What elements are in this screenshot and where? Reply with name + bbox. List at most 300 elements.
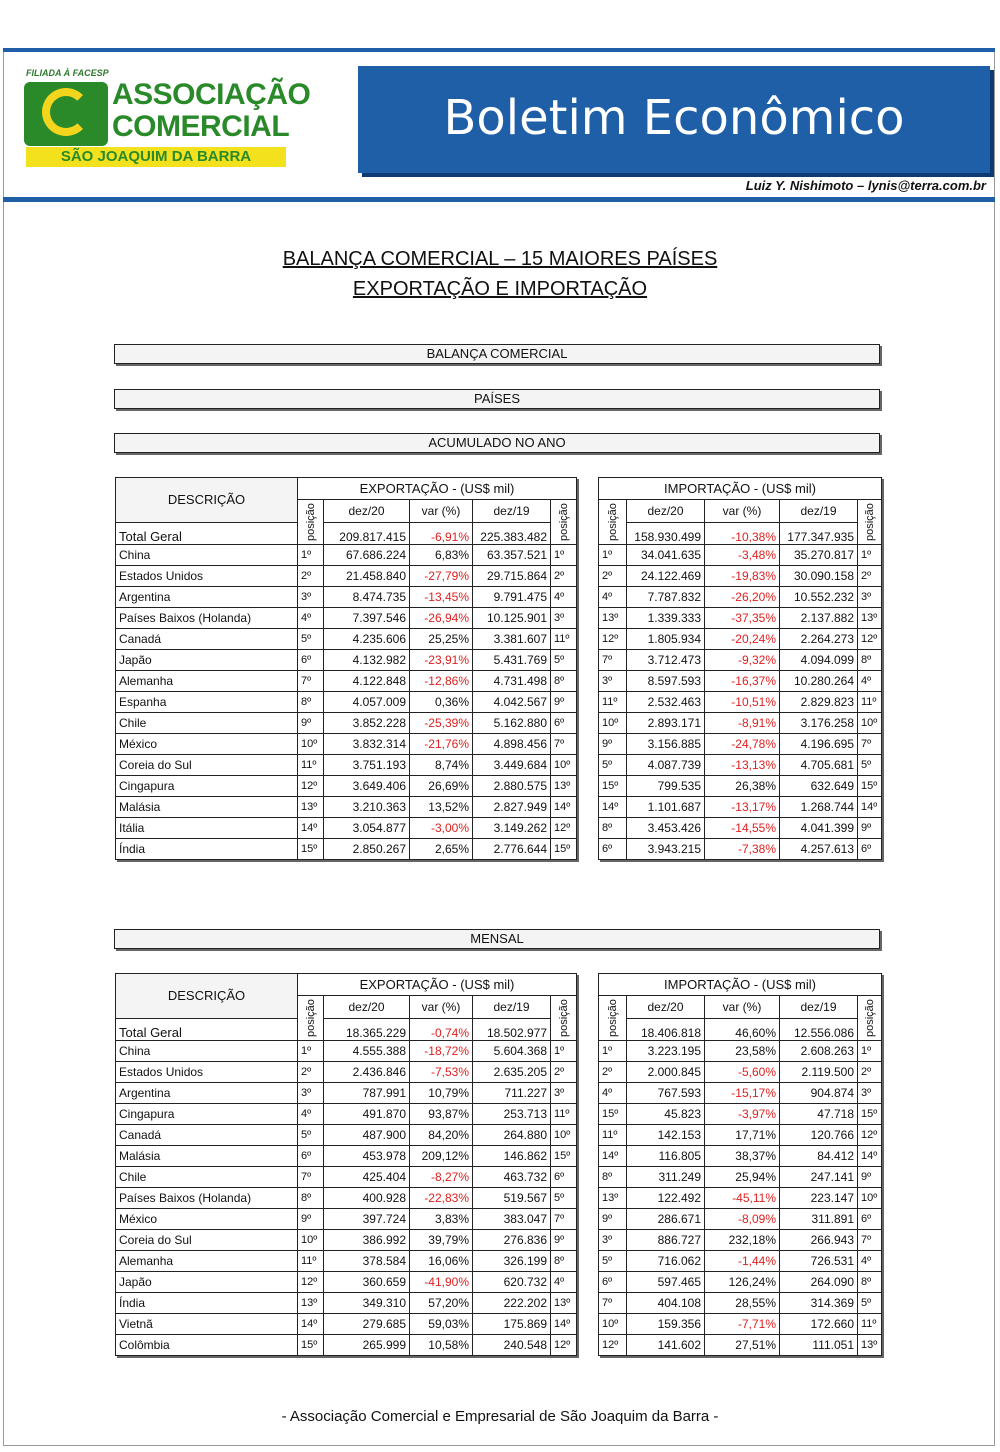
position-2020: 12º: [298, 776, 324, 797]
position-label: posição: [863, 503, 876, 541]
heading-line2: EXPORTAÇÃO E IMPORTAÇÃO: [352, 278, 648, 300]
position-2020: 15º: [298, 839, 324, 860]
total-dez19: 12.556.086: [780, 1018, 858, 1041]
variation: -3,00%: [410, 818, 473, 839]
position-label: posição: [606, 503, 619, 541]
value-dez20: 453.978: [324, 1146, 410, 1167]
value-dez19: 264.880: [473, 1125, 551, 1146]
country-name: Itália: [116, 818, 298, 839]
position-2020: 9º: [599, 734, 627, 755]
position-2019: 4º: [858, 671, 882, 692]
variation: 25,94%: [705, 1167, 780, 1188]
position-2019: 5º: [858, 755, 882, 776]
value-dez19: 2.880.575: [473, 776, 551, 797]
position-2019: 13º: [551, 776, 577, 797]
position-2019: 4º: [858, 1251, 882, 1272]
value-dez19: 3.381.607: [473, 629, 551, 650]
value-dez19: 3.149.262: [473, 818, 551, 839]
country-name: China: [116, 1041, 298, 1062]
variation: 3,83%: [410, 1209, 473, 1230]
total-dez20: 209.817.415: [324, 522, 410, 545]
variation: -27,79%: [410, 566, 473, 587]
country-name: Cingapura: [116, 776, 298, 797]
value-dez20: 159.356: [627, 1314, 705, 1335]
variation: -8,09%: [705, 1209, 780, 1230]
position-2020: 8º: [298, 692, 324, 713]
position-2020: 13º: [298, 1293, 324, 1314]
value-dez19: 2.119.500: [780, 1062, 858, 1083]
position-2020: 9º: [298, 1209, 324, 1230]
variation: 38,37%: [705, 1146, 780, 1167]
variation: 126,24%: [705, 1272, 780, 1293]
bar-balanca: BALANÇA COMERCIAL: [114, 344, 880, 364]
position-2020: 10º: [298, 1230, 324, 1251]
variation: -7,53%: [410, 1062, 473, 1083]
table-row: [599, 1314, 882, 1335]
country-name: Vietnã: [116, 1314, 298, 1335]
value-dez20: 360.659: [324, 1272, 410, 1293]
position-2020: 14º: [298, 1314, 324, 1335]
variation: -19,83%: [705, 566, 780, 587]
position-label: posição: [557, 999, 570, 1037]
value-dez20: 386.992: [324, 1230, 410, 1251]
table-row: [599, 1209, 882, 1230]
value-dez20: 491.870: [324, 1104, 410, 1125]
position-2019: 11º: [551, 1104, 577, 1125]
country-name: Estados Unidos: [116, 1062, 298, 1083]
position-2019: 1º: [858, 545, 882, 566]
position-2020: 11º: [298, 755, 324, 776]
value-dez19: 10.552.232: [780, 587, 858, 608]
position-2019: 8º: [551, 1251, 577, 1272]
value-dez19: 726.531: [780, 1251, 858, 1272]
value-dez19: 519.567: [473, 1188, 551, 1209]
variation: -37,35%: [705, 608, 780, 629]
author-credit: Luiz Y. Nishimoto – lynis@terra.com.br: [745, 178, 986, 193]
position-2019: 3º: [858, 587, 882, 608]
table-row: [599, 1146, 882, 1167]
table-row: [116, 1062, 577, 1083]
position-2019: 14º: [858, 797, 882, 818]
country-name: Chile: [116, 713, 298, 734]
monthly-import-table: [598, 973, 882, 1356]
table-row: [116, 1209, 577, 1230]
country-name: Canadá: [116, 1125, 298, 1146]
country-name: Alemanha: [116, 671, 298, 692]
table-row: [599, 1041, 882, 1062]
variation: -18,72%: [410, 1041, 473, 1062]
variation: 26,38%: [705, 776, 780, 797]
variation: -8,91%: [705, 713, 780, 734]
total-label: Total Geral: [116, 522, 298, 545]
value-dez20: 45.823: [627, 1104, 705, 1125]
value-dez19: 314.369: [780, 1293, 858, 1314]
variation: 2,65%: [410, 839, 473, 860]
country-name: Índia: [116, 1293, 298, 1314]
variation: 17,71%: [705, 1125, 780, 1146]
table-row: [116, 1167, 577, 1188]
value-dez20: 349.310: [324, 1293, 410, 1314]
variation: -9,32%: [705, 650, 780, 671]
position-2019: 10º: [858, 1188, 882, 1209]
variation: -15,17%: [705, 1083, 780, 1104]
position-2019-header: [551, 500, 577, 545]
value-dez20: 24.122.469: [627, 566, 705, 587]
position-2020: 5º: [298, 1125, 324, 1146]
value-dez19: 47.718: [780, 1104, 858, 1125]
position-2020: 2º: [599, 1062, 627, 1083]
position-2019: 10º: [858, 713, 882, 734]
table-row: [116, 776, 577, 797]
position-2020: 2º: [599, 566, 627, 587]
position-label: posição: [863, 999, 876, 1037]
variation: 23,58%: [705, 1041, 780, 1062]
value-dez20: 116.805: [627, 1146, 705, 1167]
table-row: [599, 1230, 882, 1251]
value-dez20: 311.249: [627, 1167, 705, 1188]
monthly-export-table: [115, 973, 577, 1356]
value-dez19: 5.604.368: [473, 1041, 551, 1062]
total-var: -10,38%: [705, 522, 780, 545]
table-row: [116, 755, 577, 776]
dez19-header: dez/19: [780, 996, 858, 1019]
table-row: [599, 566, 882, 587]
table-row: [599, 1272, 882, 1293]
value-dez19: 904.874: [780, 1083, 858, 1104]
position-2019: 8º: [858, 1272, 882, 1293]
position-2020: 14º: [298, 818, 324, 839]
value-dez19: 2.827.949: [473, 797, 551, 818]
position-label: posição: [304, 503, 317, 541]
table-row: [599, 797, 882, 818]
table-row: [599, 1335, 882, 1356]
variation: 28,55%: [705, 1293, 780, 1314]
value-dez20: 3.852.228: [324, 713, 410, 734]
total-dez19: 18.502.977: [473, 1018, 551, 1041]
position-2019: 1º: [551, 1041, 577, 1062]
position-2019: 7º: [858, 1230, 882, 1251]
position-2020: 3º: [298, 587, 324, 608]
country-name: Coreia do Sul: [116, 755, 298, 776]
position-2020: 9º: [298, 713, 324, 734]
value-dez19: 253.713: [473, 1104, 551, 1125]
variation: -22,83%: [410, 1188, 473, 1209]
variation: -7,71%: [705, 1314, 780, 1335]
position-2019: 5º: [551, 1188, 577, 1209]
position-2019: 8º: [858, 650, 882, 671]
table-row: [116, 545, 577, 566]
country-name: Países Baixos (Holanda): [116, 608, 298, 629]
position-2020: 15º: [298, 1335, 324, 1356]
variation: 27,51%: [705, 1335, 780, 1356]
variation: -26,94%: [410, 608, 473, 629]
page-title: Boletim Econômico: [443, 90, 905, 146]
value-dez20: 2.436.846: [324, 1062, 410, 1083]
table-row: [116, 1188, 577, 1209]
country-name: China: [116, 545, 298, 566]
position-2020: 14º: [599, 1146, 627, 1167]
value-dez19: 30.090.158: [780, 566, 858, 587]
dez20-header: dez/20: [324, 996, 410, 1019]
country-name: México: [116, 1209, 298, 1230]
variation: -7,38%: [705, 839, 780, 860]
value-dez19: 10.280.264: [780, 671, 858, 692]
value-dez19: 4.705.681: [780, 755, 858, 776]
value-dez20: 787.991: [324, 1083, 410, 1104]
position-2020-header: [599, 500, 627, 545]
position-2020: 4º: [298, 1104, 324, 1125]
position-2019-header: [551, 996, 577, 1041]
variation: -24,78%: [705, 734, 780, 755]
table-row: [116, 1335, 577, 1356]
position-2019: 6º: [551, 1167, 577, 1188]
value-dez19: 266.943: [780, 1230, 858, 1251]
value-dez20: 2.532.463: [627, 692, 705, 713]
country-name: Japão: [116, 650, 298, 671]
logo-line2: COMERCIAL: [112, 110, 290, 143]
position-label: posição: [557, 503, 570, 541]
export-header: EXPORTAÇÃO - (US$ mil): [298, 974, 577, 996]
value-dez19: 111.051: [780, 1335, 858, 1356]
value-dez20: 2.893.171: [627, 713, 705, 734]
variation: 232,18%: [705, 1230, 780, 1251]
position-2019: 2º: [551, 566, 577, 587]
table-row: [116, 671, 577, 692]
position-2019: 14º: [858, 1146, 882, 1167]
dez19-header: dez/19: [473, 500, 551, 523]
position-2019-header: [858, 500, 882, 545]
var-header: var (%): [410, 996, 473, 1019]
logo-city: SÃO JOAQUIM DA BARRA: [26, 147, 286, 167]
value-dez19: 4.731.498: [473, 671, 551, 692]
value-dez20: 3.943.215: [627, 839, 705, 860]
position-2020: 4º: [599, 1083, 627, 1104]
total-dez20: 18.365.229: [324, 1018, 410, 1041]
table-row: [599, 545, 882, 566]
logo-affiliation: FILIADA À FACESP: [26, 68, 109, 78]
position-2019: 15º: [551, 1146, 577, 1167]
table-row: [599, 1188, 882, 1209]
position-2020: 5º: [599, 755, 627, 776]
total-dez20: 18.406.818: [627, 1018, 705, 1041]
position-2020: 1º: [599, 545, 627, 566]
variation: -41,90%: [410, 1272, 473, 1293]
value-dez19: 3.176.258: [780, 713, 858, 734]
accumulated-export-table: [115, 477, 577, 860]
variation: 39,79%: [410, 1230, 473, 1251]
position-2019: 12º: [551, 818, 577, 839]
country-name: Cingapura: [116, 1104, 298, 1125]
var-header: var (%): [410, 500, 473, 523]
position-2020: 13º: [599, 608, 627, 629]
description-header: DESCRIÇÃO: [116, 974, 298, 1019]
variation: 6,83%: [410, 545, 473, 566]
table-row: [116, 734, 577, 755]
position-2020: 6º: [298, 650, 324, 671]
position-2020: 12º: [599, 629, 627, 650]
value-dez19: 84.412: [780, 1146, 858, 1167]
variation: 26,69%: [410, 776, 473, 797]
table-row: [116, 1293, 577, 1314]
value-dez19: 711.227: [473, 1083, 551, 1104]
table-row: [599, 776, 882, 797]
position-2019: 7º: [551, 734, 577, 755]
var-header: var (%): [705, 996, 780, 1019]
total-var: 46,60%: [705, 1018, 780, 1041]
variation: -13,45%: [410, 587, 473, 608]
table-row: [599, 1293, 882, 1314]
value-dez19: 247.141: [780, 1167, 858, 1188]
position-2020: 4º: [298, 608, 324, 629]
value-dez19: 29.715.864: [473, 566, 551, 587]
table-row: [599, 608, 882, 629]
value-dez19: 2.635.205: [473, 1062, 551, 1083]
table-row: [116, 1125, 577, 1146]
position-2019: 14º: [551, 797, 577, 818]
position-2020: 5º: [298, 629, 324, 650]
dez20-header: dez/20: [627, 996, 705, 1019]
position-2019: 15º: [858, 776, 882, 797]
value-dez19: 9.791.475: [473, 587, 551, 608]
total-var: -0,74%: [410, 1018, 473, 1041]
value-dez19: 2.608.263: [780, 1041, 858, 1062]
variation: 0,36%: [410, 692, 473, 713]
import-header: IMPORTAÇÃO - (US$ mil): [599, 974, 882, 996]
value-dez20: 3.453.426: [627, 818, 705, 839]
variation: -10,51%: [705, 692, 780, 713]
variation: 25,25%: [410, 629, 473, 650]
position-2020: 12º: [298, 1272, 324, 1293]
total-dez20: 158.930.499: [627, 522, 705, 545]
value-dez19: 2.829.823: [780, 692, 858, 713]
value-dez19: 2.137.882: [780, 608, 858, 629]
position-2019: 15º: [551, 839, 577, 860]
value-dez20: 279.685: [324, 1314, 410, 1335]
variation: -16,37%: [705, 671, 780, 692]
position-2019: 12º: [551, 1335, 577, 1356]
position-label: posição: [304, 999, 317, 1037]
position-2020-header: [298, 996, 324, 1041]
var-header: var (%): [705, 500, 780, 523]
value-dez20: 21.458.840: [324, 566, 410, 587]
variation: 8,74%: [410, 755, 473, 776]
value-dez20: 487.900: [324, 1125, 410, 1146]
position-2020: 3º: [599, 1230, 627, 1251]
position-2020: 7º: [599, 650, 627, 671]
position-2019: 11º: [858, 1314, 882, 1335]
logo: [24, 68, 311, 172]
value-dez19: 172.660: [780, 1314, 858, 1335]
table-row: [599, 587, 882, 608]
value-dez20: 404.108: [627, 1293, 705, 1314]
position-2020: 1º: [298, 1041, 324, 1062]
value-dez20: 1.805.934: [627, 629, 705, 650]
position-2019: 11º: [551, 629, 577, 650]
value-dez20: 3.054.877: [324, 818, 410, 839]
position-2019: 3º: [551, 608, 577, 629]
table-row: [599, 839, 882, 860]
position-2019: 14º: [551, 1314, 577, 1335]
value-dez20: 1.339.333: [627, 608, 705, 629]
table-row: [599, 1083, 882, 1104]
value-dez19: 3.449.684: [473, 755, 551, 776]
table-row: [116, 1041, 577, 1062]
position-2019: 13º: [858, 608, 882, 629]
total-var: -6,91%: [410, 522, 473, 545]
table-row: [599, 629, 882, 650]
value-dez19: 5.162.880: [473, 713, 551, 734]
value-dez19: 632.649: [780, 776, 858, 797]
bar-acumulado: ACUMULADO NO ANO: [114, 433, 880, 453]
value-dez19: 146.862: [473, 1146, 551, 1167]
position-2020: 11º: [599, 1125, 627, 1146]
value-dez20: 7.397.546: [324, 608, 410, 629]
position-2020: 10º: [599, 1314, 627, 1335]
total-dez19: 225.383.482: [473, 522, 551, 545]
variation: -26,20%: [705, 587, 780, 608]
title-box: [358, 66, 990, 173]
value-dez20: 265.999: [324, 1335, 410, 1356]
position-2020: 6º: [599, 839, 627, 860]
table-row: [599, 818, 882, 839]
country-name: Espanha: [116, 692, 298, 713]
value-dez20: 400.928: [324, 1188, 410, 1209]
table-row: [599, 671, 882, 692]
position-2019: 9º: [858, 818, 882, 839]
table-row: [116, 839, 577, 860]
value-dez20: 767.593: [627, 1083, 705, 1104]
value-dez19: 620.732: [473, 1272, 551, 1293]
value-dez19: 383.047: [473, 1209, 551, 1230]
value-dez20: 8.474.735: [324, 587, 410, 608]
position-2020: 7º: [599, 1293, 627, 1314]
position-2019: 1º: [551, 545, 577, 566]
variation: -3,48%: [705, 545, 780, 566]
value-dez19: 120.766: [780, 1125, 858, 1146]
position-2020: 7º: [298, 1167, 324, 1188]
value-dez19: 10.125.901: [473, 608, 551, 629]
table-row: [116, 587, 577, 608]
value-dez20: 886.727: [627, 1230, 705, 1251]
position-2019: 5º: [551, 650, 577, 671]
position-2019: 2º: [551, 1062, 577, 1083]
variation: 16,06%: [410, 1251, 473, 1272]
position-2019: 11º: [858, 692, 882, 713]
table-row: [116, 1251, 577, 1272]
variation: 59,03%: [410, 1314, 473, 1335]
table-row: [599, 713, 882, 734]
value-dez20: 4.122.848: [324, 671, 410, 692]
variation: -12,86%: [410, 671, 473, 692]
position-2020: 13º: [298, 797, 324, 818]
value-dez19: 175.869: [473, 1314, 551, 1335]
header-rule: [3, 197, 995, 202]
position-2020: 11º: [298, 1251, 324, 1272]
position-2019: 3º: [858, 1083, 882, 1104]
position-2019: 9º: [551, 1230, 577, 1251]
table-row: [599, 1125, 882, 1146]
value-dez20: 4.057.009: [324, 692, 410, 713]
position-2020-header: [599, 996, 627, 1041]
table-row: [116, 713, 577, 734]
value-dez19: 264.090: [780, 1272, 858, 1293]
value-dez20: 397.724: [324, 1209, 410, 1230]
value-dez20: 4.555.388: [324, 1041, 410, 1062]
table-row: [599, 1104, 882, 1125]
table-row: [116, 1146, 577, 1167]
position-2020: 15º: [599, 1104, 627, 1125]
value-dez20: 425.404: [324, 1167, 410, 1188]
